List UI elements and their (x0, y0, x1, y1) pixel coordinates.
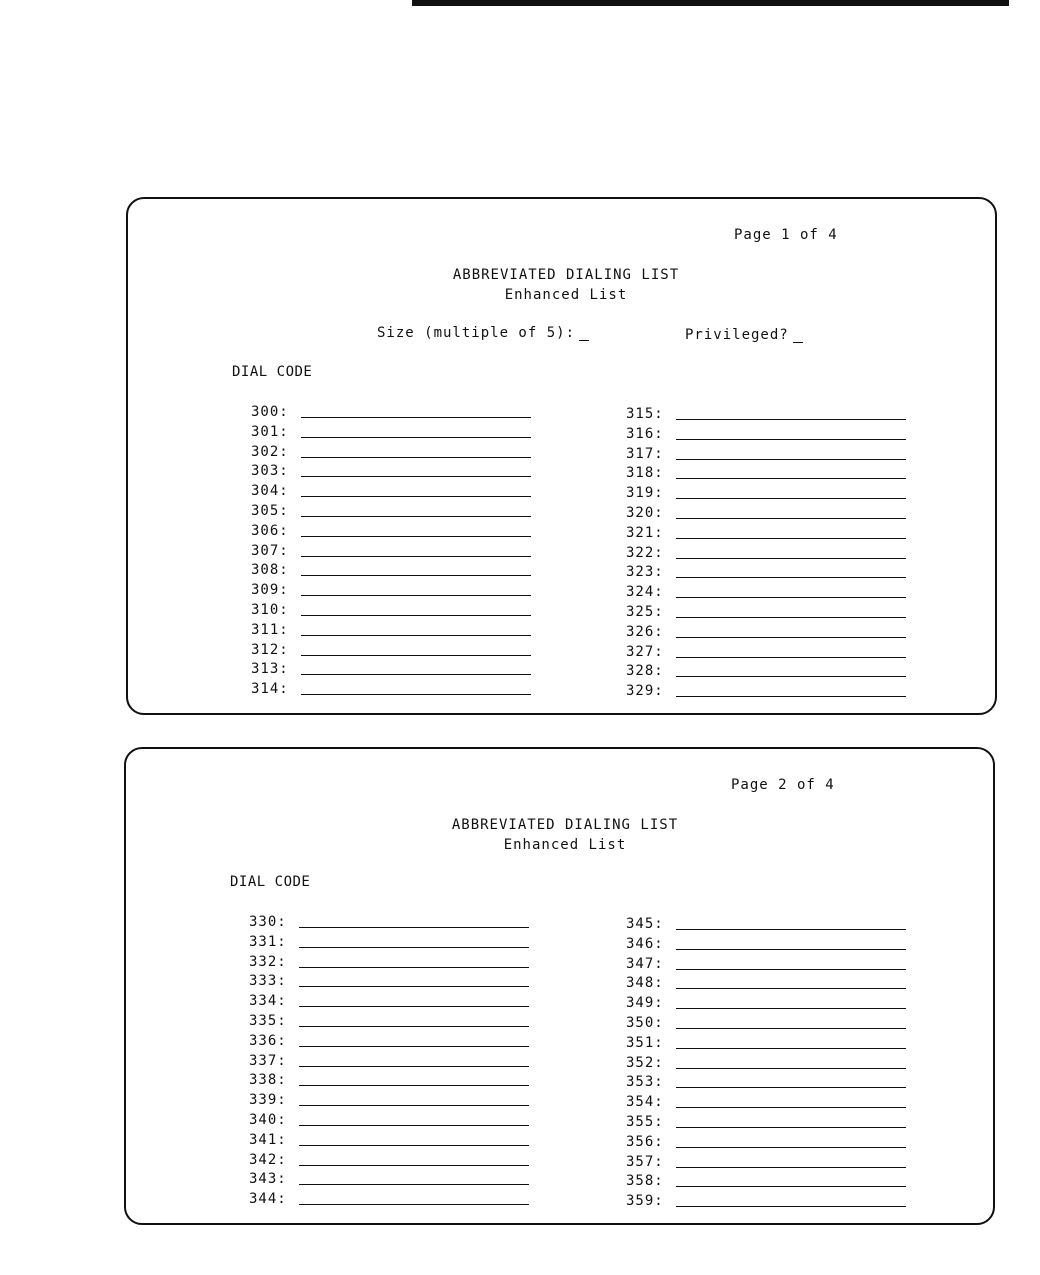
dial-code-entry (249, 1131, 539, 1151)
dial-code-label: 328: (626, 663, 664, 680)
dial-code-entry (626, 1073, 916, 1093)
dial-code-entry-line[interactable] (676, 1087, 906, 1088)
dial-code-entry-line[interactable] (299, 1184, 529, 1185)
dial-code-entry (626, 1153, 916, 1173)
dial-code-entry (626, 994, 916, 1014)
dial-code-entry-line[interactable] (299, 1145, 529, 1146)
dial-code-entry (626, 524, 916, 544)
size-label: Size (multiple of 5): (377, 325, 576, 341)
dial-code-entry (626, 1113, 916, 1133)
dial-code-entry (626, 464, 916, 484)
dial-code-entry-line[interactable] (676, 439, 906, 440)
form-title (126, 265, 1006, 305)
dial-code-label: 331: (249, 933, 287, 950)
dial-code-label: 306: (251, 522, 289, 539)
dial-code-label: 313: (251, 661, 289, 678)
dial-code-label: 356: (626, 1133, 664, 1150)
dial-code-entry-line[interactable] (301, 575, 531, 576)
dial-code-entry (249, 1071, 539, 1091)
dial-code-entry (251, 561, 541, 581)
dial-code-entry (626, 1014, 916, 1034)
dial-code-entry (626, 405, 916, 425)
dial-code-entry (626, 1172, 916, 1192)
dial-code-entry (249, 953, 539, 973)
dial-code-entry-line[interactable] (299, 927, 529, 928)
privileged-blank[interactable] (793, 342, 803, 343)
dial-code-label: 345: (626, 916, 664, 932)
dial-code-entry (251, 660, 541, 680)
dial-code-entry-line[interactable] (301, 437, 531, 438)
dial-code-entry-line[interactable] (676, 949, 906, 950)
size-field[interactable] (377, 325, 589, 341)
dial-code-entry-line[interactable] (676, 1147, 906, 1148)
dial-code-label: 336: (249, 1032, 287, 1049)
dial-code-label: 312: (251, 641, 289, 658)
dial-code-entry (249, 1012, 539, 1032)
dial-code-entry (626, 445, 916, 465)
dial-code-entry (251, 423, 541, 443)
dial-code-label: 351: (626, 1034, 664, 1051)
dial-code-entry-line[interactable] (301, 457, 531, 458)
dial-code-label: 347: (626, 955, 664, 972)
dial-code-entry-line[interactable] (299, 986, 529, 987)
dial-code-label: 329: (626, 683, 664, 700)
dial-code-label: 343: (249, 1171, 287, 1188)
dial-code-entry-line[interactable] (676, 696, 906, 697)
dial-code-label: 352: (626, 1054, 664, 1071)
dial-code-entry (626, 955, 916, 975)
dial-code-label: 342: (249, 1151, 287, 1168)
dial-code-entry-line[interactable] (676, 558, 906, 559)
dial-code-entry-line[interactable] (676, 1107, 906, 1108)
dial-code-entry (626, 1133, 916, 1153)
dial-code-entry (251, 502, 541, 522)
dial-code-label: 358: (626, 1173, 664, 1190)
dial-code-label: 348: (626, 975, 664, 992)
dial-code-entry (249, 1052, 539, 1072)
dial-code-entry-line[interactable] (299, 1026, 529, 1027)
dial-code-entry-line[interactable] (301, 615, 531, 616)
dial-code-label: 308: (251, 562, 289, 579)
dial-code-entry-line[interactable] (301, 536, 531, 537)
dial-code-entry (626, 662, 916, 682)
dial-code-label: 324: (626, 584, 664, 601)
form-title (125, 815, 1005, 855)
dial-code-entry-line[interactable] (301, 635, 531, 636)
dial-code-label: 318: (626, 465, 664, 482)
dial-code-entry-line[interactable] (301, 516, 531, 517)
dial-code-entry-line[interactable] (676, 478, 906, 479)
dial-code-entry-line[interactable] (676, 1127, 906, 1128)
dial-code-label: 339: (249, 1092, 287, 1109)
dial-code-entry (249, 1151, 539, 1171)
dial-code-entry-line[interactable] (301, 595, 531, 596)
dial-code-entry-line[interactable] (676, 1048, 906, 1049)
dial-code-entry-line[interactable] (301, 417, 531, 418)
dial-code-label: 327: (626, 643, 664, 660)
dial-code-label: 326: (626, 623, 664, 640)
dial-code-entry (249, 1091, 539, 1111)
dial-code-entry (626, 643, 916, 663)
dial-code-entry (251, 601, 541, 621)
dial-code-entry-line[interactable] (299, 1006, 529, 1007)
dial-code-entry (249, 1190, 539, 1210)
dial-code-entry (249, 1032, 539, 1052)
dial-code-entry (251, 522, 541, 542)
dial-code-label: 346: (626, 935, 664, 952)
dial-code-entry-line[interactable] (301, 674, 531, 675)
dial-code-label: 323: (626, 564, 664, 581)
dial-code-entry (249, 933, 539, 953)
dialing-list-form-page-2 (124, 747, 995, 1225)
dial-code-label: 304: (251, 483, 289, 500)
dial-code-label: 319: (626, 485, 664, 502)
dial-code-label: 301: (251, 423, 289, 440)
dial-code-entry-line[interactable] (676, 657, 906, 658)
dial-code-entry (626, 484, 916, 504)
dial-code-entry-line[interactable] (299, 1165, 529, 1166)
dial-code-label: 322: (626, 544, 664, 561)
dial-code-entry (249, 992, 539, 1012)
dial-code-entry-line[interactable] (299, 967, 529, 968)
dial-code-entry (626, 563, 916, 583)
dial-code-entry-line[interactable] (676, 637, 906, 638)
dial-code-entry (251, 443, 541, 463)
dial-code-entry (251, 641, 541, 661)
dial-code-label: 353: (626, 1074, 664, 1091)
dial-code-label: 340: (249, 1112, 287, 1128)
dial-code-entry-line[interactable] (676, 597, 906, 598)
page-label: Page 2 of 4 (731, 777, 835, 793)
dial-code-entry (249, 1170, 539, 1190)
form-subtitle: Enhanced List (504, 287, 628, 303)
dial-code-entry-line[interactable] (301, 655, 531, 656)
dial-code-entry-line[interactable] (676, 538, 906, 539)
dial-code-label: 311: (251, 621, 289, 638)
dial-code-entry (626, 974, 916, 994)
dial-code-entry-line[interactable] (676, 518, 906, 519)
dial-code-entry-line[interactable] (299, 1204, 529, 1205)
dial-code-entry-line[interactable] (299, 1046, 529, 1047)
dial-code-header: DIAL CODE (230, 874, 311, 890)
dial-code-label: 300: (251, 404, 289, 420)
dial-code-entry (626, 1054, 916, 1074)
dial-code-entry-line[interactable] (676, 498, 906, 499)
dial-code-entry-line[interactable] (676, 1206, 906, 1207)
dial-code-entry-line[interactable] (299, 1066, 529, 1067)
dial-code-entry (626, 935, 916, 955)
dial-code-entry (626, 544, 916, 564)
dial-code-label: 332: (249, 953, 287, 970)
dial-code-entry-line[interactable] (301, 476, 531, 477)
dial-code-entry-line[interactable] (299, 947, 529, 948)
dial-code-entry-line[interactable] (299, 1125, 529, 1126)
dial-code-label: 357: (626, 1153, 664, 1170)
dial-code-entry (626, 583, 916, 603)
dial-code-entry (626, 682, 916, 702)
dial-code-label: 341: (249, 1131, 287, 1148)
dial-code-label: 315: (626, 406, 664, 422)
dial-code-label: 335: (249, 1013, 287, 1029)
dial-code-entry-line[interactable] (676, 1068, 906, 1069)
dial-code-label: 330: (249, 914, 287, 930)
dial-code-label: 355: (626, 1114, 664, 1130)
dial-code-entry-line[interactable] (676, 929, 906, 930)
dial-code-label: 307: (251, 542, 289, 559)
dial-code-entry-line[interactable] (676, 459, 906, 460)
dial-code-entry (626, 603, 916, 623)
dial-code-label: 334: (249, 993, 287, 1010)
dialing-list-form-page-1 (126, 197, 997, 715)
dial-code-label: 337: (249, 1052, 287, 1069)
dial-code-label: 305: (251, 503, 289, 519)
dial-code-entry-line[interactable] (299, 1105, 529, 1106)
dial-code-label: 303: (251, 463, 289, 480)
dial-code-label: 309: (251, 582, 289, 599)
dial-code-label: 325: (626, 604, 664, 620)
dial-code-label: 354: (626, 1094, 664, 1111)
dial-code-entry-line[interactable] (301, 496, 531, 497)
dial-code-entry-line[interactable] (676, 1028, 906, 1029)
dial-code-label: 310: (251, 602, 289, 618)
dial-code-label: 314: (251, 681, 289, 698)
dial-code-label: 359: (626, 1193, 664, 1210)
dial-code-label: 317: (626, 445, 664, 462)
dial-code-entry-line[interactable] (676, 1167, 906, 1168)
form-title-text: ABBREVIATED DIALING LIST (451, 817, 679, 833)
privileged-label: Privileged? (685, 327, 789, 343)
dial-code-entry (251, 680, 541, 700)
dial-code-entry (626, 915, 916, 935)
dial-code-entry (251, 581, 541, 601)
dial-code-entry (251, 482, 541, 502)
dial-code-entry-line[interactable] (676, 988, 906, 989)
dial-code-entry (249, 913, 539, 933)
dial-code-entry (249, 1111, 539, 1131)
dial-code-entry-line[interactable] (676, 617, 906, 618)
dial-code-entry (626, 1192, 916, 1212)
dial-code-entry-line[interactable] (676, 969, 906, 970)
dial-code-label: 320: (626, 505, 664, 521)
dial-code-entry-line[interactable] (676, 676, 906, 677)
dial-code-label: 333: (249, 973, 287, 990)
form-title-text: ABBREVIATED DIALING LIST (452, 267, 680, 283)
size-blank[interactable] (579, 340, 589, 341)
dial-code-entry (251, 621, 541, 641)
dial-code-entry (626, 1093, 916, 1113)
dial-code-label: 338: (249, 1072, 287, 1089)
dial-code-label: 344: (249, 1191, 287, 1208)
dial-code-entry (626, 425, 916, 445)
dial-code-entry (626, 504, 916, 524)
dial-code-label: 350: (626, 1015, 664, 1031)
dial-code-entry-line[interactable] (676, 577, 906, 578)
dial-code-label: 321: (626, 524, 664, 541)
form-subtitle: Enhanced List (503, 837, 627, 853)
dial-code-entry-line[interactable] (676, 1186, 906, 1187)
dial-code-header: DIAL CODE (232, 364, 313, 380)
dial-code-label: 349: (626, 995, 664, 1012)
top-rule (412, 0, 1009, 6)
dial-code-entry-line[interactable] (676, 419, 906, 420)
page-label: Page 1 of 4 (734, 227, 838, 243)
privileged-field[interactable] (685, 327, 803, 343)
dial-code-entry (251, 542, 541, 562)
dial-code-entry (249, 972, 539, 992)
dial-code-entry-line[interactable] (299, 1085, 529, 1086)
dial-code-entry (251, 403, 541, 423)
dial-code-entry (251, 462, 541, 482)
dial-code-entry-line[interactable] (676, 1008, 906, 1009)
dial-code-label: 316: (626, 425, 664, 442)
dial-code-entry-line[interactable] (301, 694, 531, 695)
dial-code-label: 302: (251, 443, 289, 460)
dial-code-entry (626, 1034, 916, 1054)
dial-code-entry-line[interactable] (301, 556, 531, 557)
dial-code-entry (626, 623, 916, 643)
